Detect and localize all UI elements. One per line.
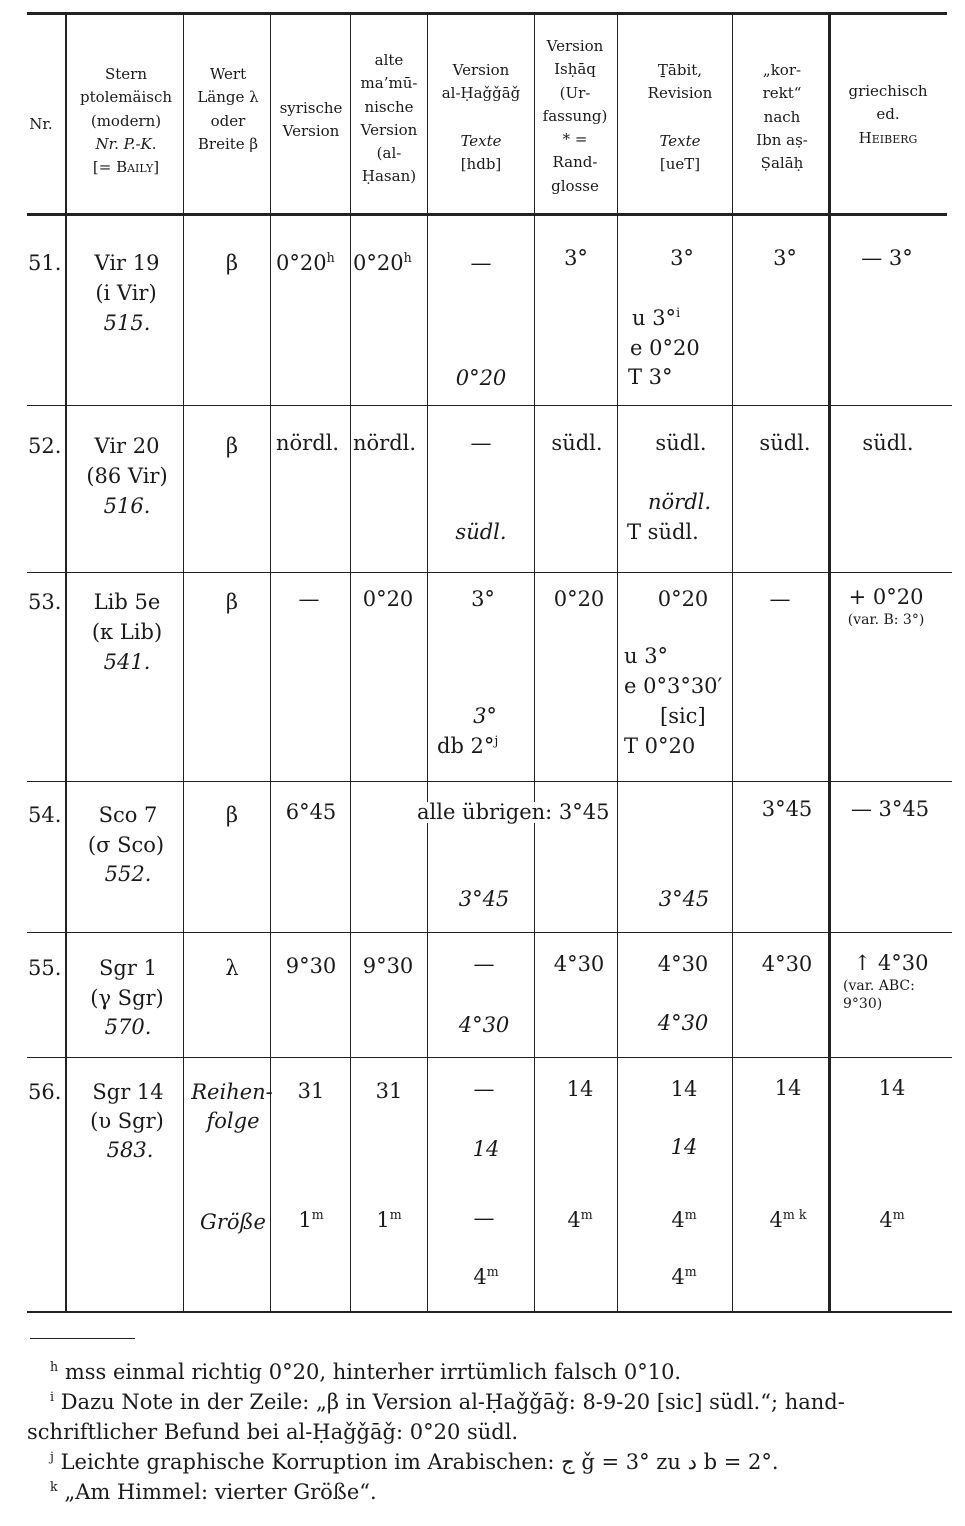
footnote-h: $^h$ mss einmal richtig 0°20, hinterher irrtümlich falsch 0°10. xyxy=(50,1359,682,1384)
tabit-variant: e 0°20 xyxy=(630,336,700,360)
star-pk: 552. xyxy=(104,862,152,886)
syrisch-value: nördl. xyxy=(276,431,340,455)
star-name: Lib 5e xyxy=(93,590,161,614)
header-wert: Wert Länge λ oder Breite β xyxy=(197,65,259,153)
korrekt-value: 3°45 xyxy=(761,797,813,821)
alte-value: 0°20$^h$ xyxy=(353,250,412,275)
star-modern: (κ Lib) xyxy=(91,620,163,644)
haggag-variant: 14 xyxy=(472,1137,500,1161)
haggag-variant: 0°20 xyxy=(455,366,507,390)
tabit-variant: 14 xyxy=(670,1135,698,1159)
griechisch-value: südl. xyxy=(862,431,914,455)
table-top-rule xyxy=(27,12,947,15)
tabit-variant: T südl. xyxy=(627,520,699,544)
footnote-i: $^i$ Dazu Note in der Zeile: „β in Version al-Ḥaǧǧāǧ: 8-9-20 [sic] südl.“; hand- xyxy=(50,1389,845,1414)
ishaq-value: 4°30 xyxy=(553,952,605,976)
tabit-value: 4°30 xyxy=(657,952,709,976)
row-number: 54. xyxy=(28,803,62,827)
haggag-value: — xyxy=(470,251,492,275)
alte-value: 9°30 xyxy=(362,954,414,978)
header-griechisch: griechisch ed. Heiberg xyxy=(848,82,928,147)
tabit-variant: nördl. xyxy=(648,490,712,514)
header-rule xyxy=(27,213,947,216)
korrekt-value: — xyxy=(769,587,791,611)
star-name: Vir 19 xyxy=(94,251,160,275)
griechisch-variant: (var. ABC: xyxy=(843,978,915,994)
haggag-size: — xyxy=(473,1206,495,1230)
footnote-j: $^j$ Leichte graphische Korruption im Arabischen: ج ǧ = 3° zu د b = 2°. xyxy=(50,1449,779,1474)
star-pk: 515. xyxy=(103,311,151,335)
row-rule xyxy=(27,1057,952,1058)
griechisch-size: 4$^m$ xyxy=(879,1207,905,1232)
wert-value: β xyxy=(225,434,239,458)
table-bottom-rule xyxy=(27,1311,952,1313)
tabit-variant: T 3° xyxy=(628,365,673,389)
tabit-variant: T 0°20 xyxy=(624,734,696,758)
spanning-value: alle übrigen: 3°45 xyxy=(417,800,610,824)
col-divider xyxy=(732,15,733,1313)
header-haggag: Version al-Ḥaǧǧāǧ Texte [hdb] xyxy=(441,61,521,173)
griechisch-value: 14 xyxy=(878,1076,906,1100)
row-rule xyxy=(27,781,952,782)
col-divider xyxy=(350,15,351,1313)
row-rule xyxy=(27,932,952,933)
korrekt-value: 4°30 xyxy=(761,952,813,976)
ishaq-size: 4$^m$ xyxy=(567,1207,593,1232)
griechisch-value: + 0°20 xyxy=(848,585,924,609)
star-pk: 541. xyxy=(103,650,151,674)
header-stern: Stern ptolemäisch (modern) Nr. P.-K. [= Baily] xyxy=(79,65,173,176)
row-rule xyxy=(27,572,952,573)
wert-value: β xyxy=(225,590,239,614)
star-name: Sgr 1 xyxy=(99,956,157,980)
star-pk: 516. xyxy=(103,494,151,518)
header-nr: Nr. xyxy=(29,115,53,133)
korrekt-value: südl. xyxy=(759,431,811,455)
korrekt-size: $4^{m k}$ xyxy=(769,1207,807,1232)
wert-value: folge xyxy=(206,1109,260,1133)
griechisch-value: — 3°45 xyxy=(850,797,930,821)
col-divider xyxy=(534,15,535,1313)
haggag-variant: db 2°$^j$ xyxy=(437,733,499,758)
griechisch-variant: (var. B: 3°) xyxy=(847,612,925,628)
col-divider xyxy=(270,15,271,1313)
header-korrekt: „kor- rekt“ nach Ibn aṣ- Ṣalāḥ xyxy=(756,61,808,172)
haggag-variant: südl. xyxy=(455,520,507,544)
syrisch-size: 1$^m$ xyxy=(298,1207,324,1232)
star-pk: 570. xyxy=(104,1015,152,1039)
haggag-variant: 3° xyxy=(473,704,497,728)
haggag-variant: 3°45 xyxy=(458,887,510,911)
tabit-value: südl. xyxy=(655,431,707,455)
col-divider xyxy=(617,15,618,1313)
syrisch-value: 6°45 xyxy=(285,800,337,824)
row-number: 53. xyxy=(28,590,62,614)
col-divider xyxy=(65,15,67,1313)
wert-value: Reihen- xyxy=(191,1080,273,1104)
star-name: Sco 7 xyxy=(98,803,158,827)
tabit-value: 0°20 xyxy=(657,587,709,611)
footnote-i-continued: schriftlicher Befund bei al-Ḥaǧǧāǧ: 0°20 südl. xyxy=(27,1420,519,1444)
tabit-variant: 3°45 xyxy=(658,887,710,911)
ishaq-value: 3° xyxy=(564,246,588,270)
haggag-value: — xyxy=(470,431,492,455)
star-modern: (υ Sgr) xyxy=(90,1109,164,1133)
tabit-size: 4$^m$ xyxy=(671,1207,697,1232)
tabit-variant: u 3° xyxy=(624,644,669,668)
star-modern: (σ Sco) xyxy=(87,833,165,857)
tabit-value: 14 xyxy=(670,1077,698,1101)
alte-size: 1$^m$ xyxy=(376,1207,402,1232)
haggag-variant: 4°30 xyxy=(458,1013,510,1037)
star-name: Vir 20 xyxy=(94,434,160,458)
alte-value: 0°20 xyxy=(362,587,414,611)
tabit-size-variant: 4$^m$ xyxy=(671,1264,697,1289)
row-number: 56. xyxy=(28,1080,62,1104)
griechisch-value: ↑ 4°30 xyxy=(853,951,929,975)
star-modern: (86 Vir) xyxy=(86,464,168,488)
griechisch-variant: 9°30) xyxy=(843,996,883,1012)
star-name: Sgr 14 xyxy=(92,1080,164,1104)
header-tabit: Ṯābit, Revision Texte [ueT] xyxy=(647,61,713,173)
row-number: 51. xyxy=(28,251,62,275)
tabit-variant: e 0°3°30′ xyxy=(624,674,723,698)
star-modern: (i Vir) xyxy=(95,281,157,305)
header-syrisch: syrische Version xyxy=(279,99,343,141)
row-rule xyxy=(27,405,952,406)
alte-value: nördl. xyxy=(353,431,417,455)
tabit-variant: u 3°$^i$ xyxy=(632,305,681,330)
syrisch-value: 31 xyxy=(297,1079,325,1103)
ishaq-value: 0°20 xyxy=(553,587,605,611)
korrekt-value: 14 xyxy=(774,1076,802,1100)
ishaq-value: 14 xyxy=(566,1077,594,1101)
haggag-size-variant: 4$^m$ xyxy=(473,1264,499,1289)
tabit-variant: [sic] xyxy=(660,704,706,728)
haggag-value: — xyxy=(473,1077,495,1101)
row-number: 55. xyxy=(28,956,62,980)
col-divider xyxy=(828,15,831,1313)
wert-value: β xyxy=(225,803,239,827)
syrisch-value: 9°30 xyxy=(285,954,337,978)
header-ishaq: Version Isḥāq (Ur- fassung) * = Rand- glosse xyxy=(542,37,608,195)
tabit-value: 3° xyxy=(670,246,694,270)
header-alte: alte ma’mū- nische Version (al- Ḥasan) xyxy=(360,51,418,186)
haggag-value: — xyxy=(473,952,495,976)
korrekt-value: 3° xyxy=(773,246,797,270)
tabit-variant: 4°30 xyxy=(657,1011,709,1035)
syrisch-value: — xyxy=(298,587,320,611)
size-label: Größe xyxy=(200,1210,266,1234)
syrisch-value: 0°20$^h$ xyxy=(276,250,335,275)
footnote-k: $^k$ „Am Himmel: vierter Größe“. xyxy=(50,1479,377,1504)
griechisch-value: — 3° xyxy=(861,246,913,270)
col-divider xyxy=(427,15,428,1313)
wert-value: β xyxy=(225,251,239,275)
haggag-value: 3° xyxy=(471,587,495,611)
col-divider xyxy=(183,15,184,1313)
row-number: 52. xyxy=(28,434,62,458)
footnote-rule xyxy=(30,1338,135,1339)
ishaq-value: südl. xyxy=(551,431,603,455)
star-modern: (γ Sgr) xyxy=(90,986,164,1010)
alte-value: 31 xyxy=(375,1079,403,1103)
star-pk: 583. xyxy=(106,1138,154,1162)
wert-value: λ xyxy=(225,956,239,980)
